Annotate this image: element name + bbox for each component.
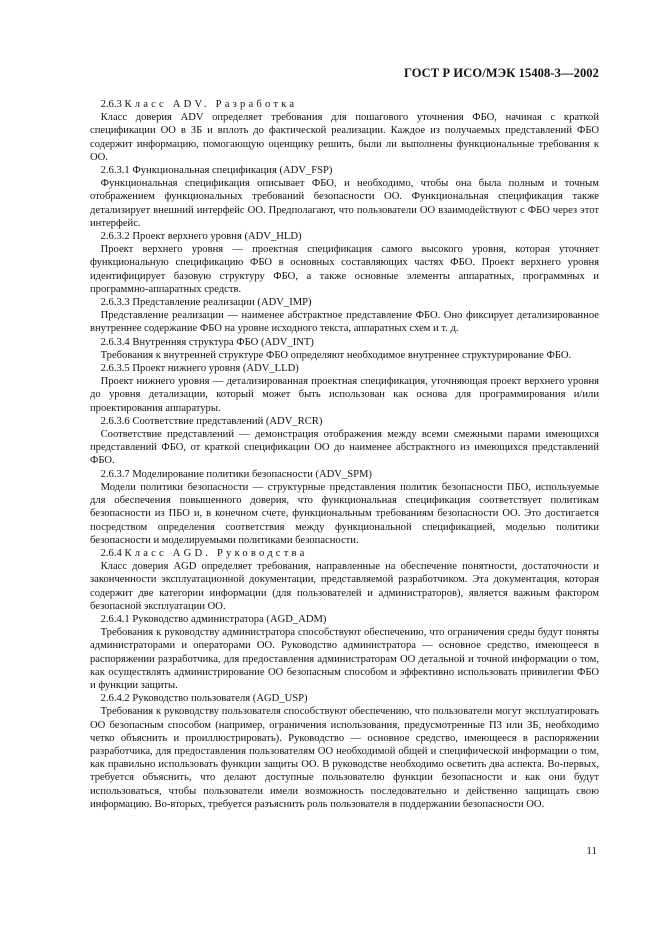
subsection-heading: 2.6.3.1 Функциональная спецификация (ADV_FSP)	[100, 165, 333, 177]
subsection-heading: 2.6.3.4 Внутренняя структура ФБО (ADV_INT)	[100, 336, 314, 348]
section-heading-2-6-3: 2.6.3 Класс ADV. Разработка	[100, 99, 298, 110]
paragraph: Представление реализации — наименее абстрактное представление ФБО. Оно фиксирует детализированное внутреннее содержание ФБО на уровне исходного текста, аппаратных схем и т. д.	[90, 310, 599, 335]
subsection-heading: 2.6.3.6 Соответствие представлений (ADV_RCR)	[100, 415, 323, 427]
subsection-heading: 2.6.3.7 Моделирование политики безопасности (ADV_SPM)	[100, 468, 372, 480]
paragraph: Проект верхнего уровня — проектная спецификация самого высокого уровня, которая уточняет функциональную спецификацию ФБО в основных составляющих частях ФБО. Проект верхнего уровня идентифицирует базовую структуру ФБО, а также основные элементы аппаратных, программных и программно-аппаратных средств.	[90, 244, 599, 295]
subsection-heading: 2.6.4.2 Руководство пользователя (AGD_USP)	[100, 693, 308, 705]
subsection-heading: 2.6.3.2 Проект верхнего уровня (ADV_HLD)	[100, 231, 302, 243]
paragraph: Класс доверия AGD определяет требования, направленные на обеспечение понятности, достаточности и законченности эксплуатационной документации, представляемой разработчиком. Эта документация, которая содержит две категории информации (для пользователей и администраторов), является важным фактором безопасной эксплуатации ОО.	[90, 561, 599, 612]
paragraph: Модели политики безопасности — структурные представления политик безопасности ПБО, используемые для обеспечения повышенного доверия, что функциональная спецификация соответствует политикам безопасности из ПБО и, в конечном счете, функциональным требованиям безопасности ОО. Это достигается посредством определения соответствия между функциональной спецификацией, моделью политики безопасности и моделируемыми политиками безопасности.	[90, 481, 599, 546]
document-body	[90, 98, 599, 811]
section-heading-2-6-4: 2.6.4 Класс AGD. Руководства	[100, 547, 308, 559]
subsection-heading: 2.6.4.1 Руководство администратора (AGD_ADM)	[100, 613, 327, 625]
subsection-heading: 2.6.3.5 Проект нижнего уровня (ADV_LLD)	[100, 363, 299, 375]
paragraph: Проект нижнего уровня — детализированная проектная спецификация, уточняющая проект верхнего уровня до уровня детализации, который может быть использован как основа для программирования и/или проектирования аппаратуры.	[90, 376, 599, 414]
paragraph: Соответствие представлений — демонстрация отображения между всеми смежными парами имеющихся представлений ФБО, от краткой спецификации ОО до наименее абстрактного из имеющихся представлений ФБО.	[90, 429, 599, 467]
subsection-heading: 2.6.3.3 Представление реализации (ADV_IMP)	[100, 297, 312, 309]
standard-header: ГОСТ Р ИСО/МЭК 15408-3—2002	[403, 66, 599, 80]
paragraph: Класс доверия ADV определяет требования для пошагового уточнения ФБО, начиная с краткой спецификации ОО в ЗБ и вплоть до фактической реализации. Каждое из получаемых представлений ФБО содержит информацию, помогающую оценщику решить, были ли выполнены функциональные требования к ОО.	[90, 112, 599, 163]
paragraph: Требования к руководству пользователя способствуют обеспечению, что пользователи могут эксплуатировать ОО безопасным способом (например, ограничения использования, предусмотренные ПЗ или ЗБ, необходимо четко объяснить и проиллюстрировать). Руководство — основное средство, имеющееся в распоряжении разработчика, для предоставления пользователям ОО необходимой общей и специфической информации о том, как правильно использовать функции защиты ОО. В руководстве необходимо осветить два аспекта. Во-первых, требуется объяснить, что делают доступные пользователю функции безопасности и как они будут использоваться, чтобы пользователи имели возможность последовательно и действенно защищать свою информацию. Во-вторых, требуется разъяснить роль пользователя в поддержании безопасности ОО.	[90, 706, 599, 810]
paragraph: Требования к внутренней структуре ФБО определяют необходимое внутреннее структурирование ФБО.	[100, 349, 572, 361]
paragraph: Функциональная спецификация описывает ФБО, и необходимо, чтобы она была полным и точным отображением функциональных требований безопасности ОО. Функциональная спецификация также детализирует внешний интерфейс ОО. Предполагают, что пользователи ОО взаимодействуют с ФБО через этот интерфейс.	[90, 178, 599, 229]
paragraph: Требования к руководству администратора способствуют обеспечению, что ограничения среды будут поняты администраторами и операторами ОО. Руководство администратора — основное средство, имеющееся в распоряжении разработчика, для предоставления администраторам ОО детальной и точной информации о том, как осуществлять администрирование ОО безопасным способом и эффективно использовать привилегии ФБО и функции защиты.	[90, 627, 599, 691]
page-number: 11	[586, 845, 597, 857]
